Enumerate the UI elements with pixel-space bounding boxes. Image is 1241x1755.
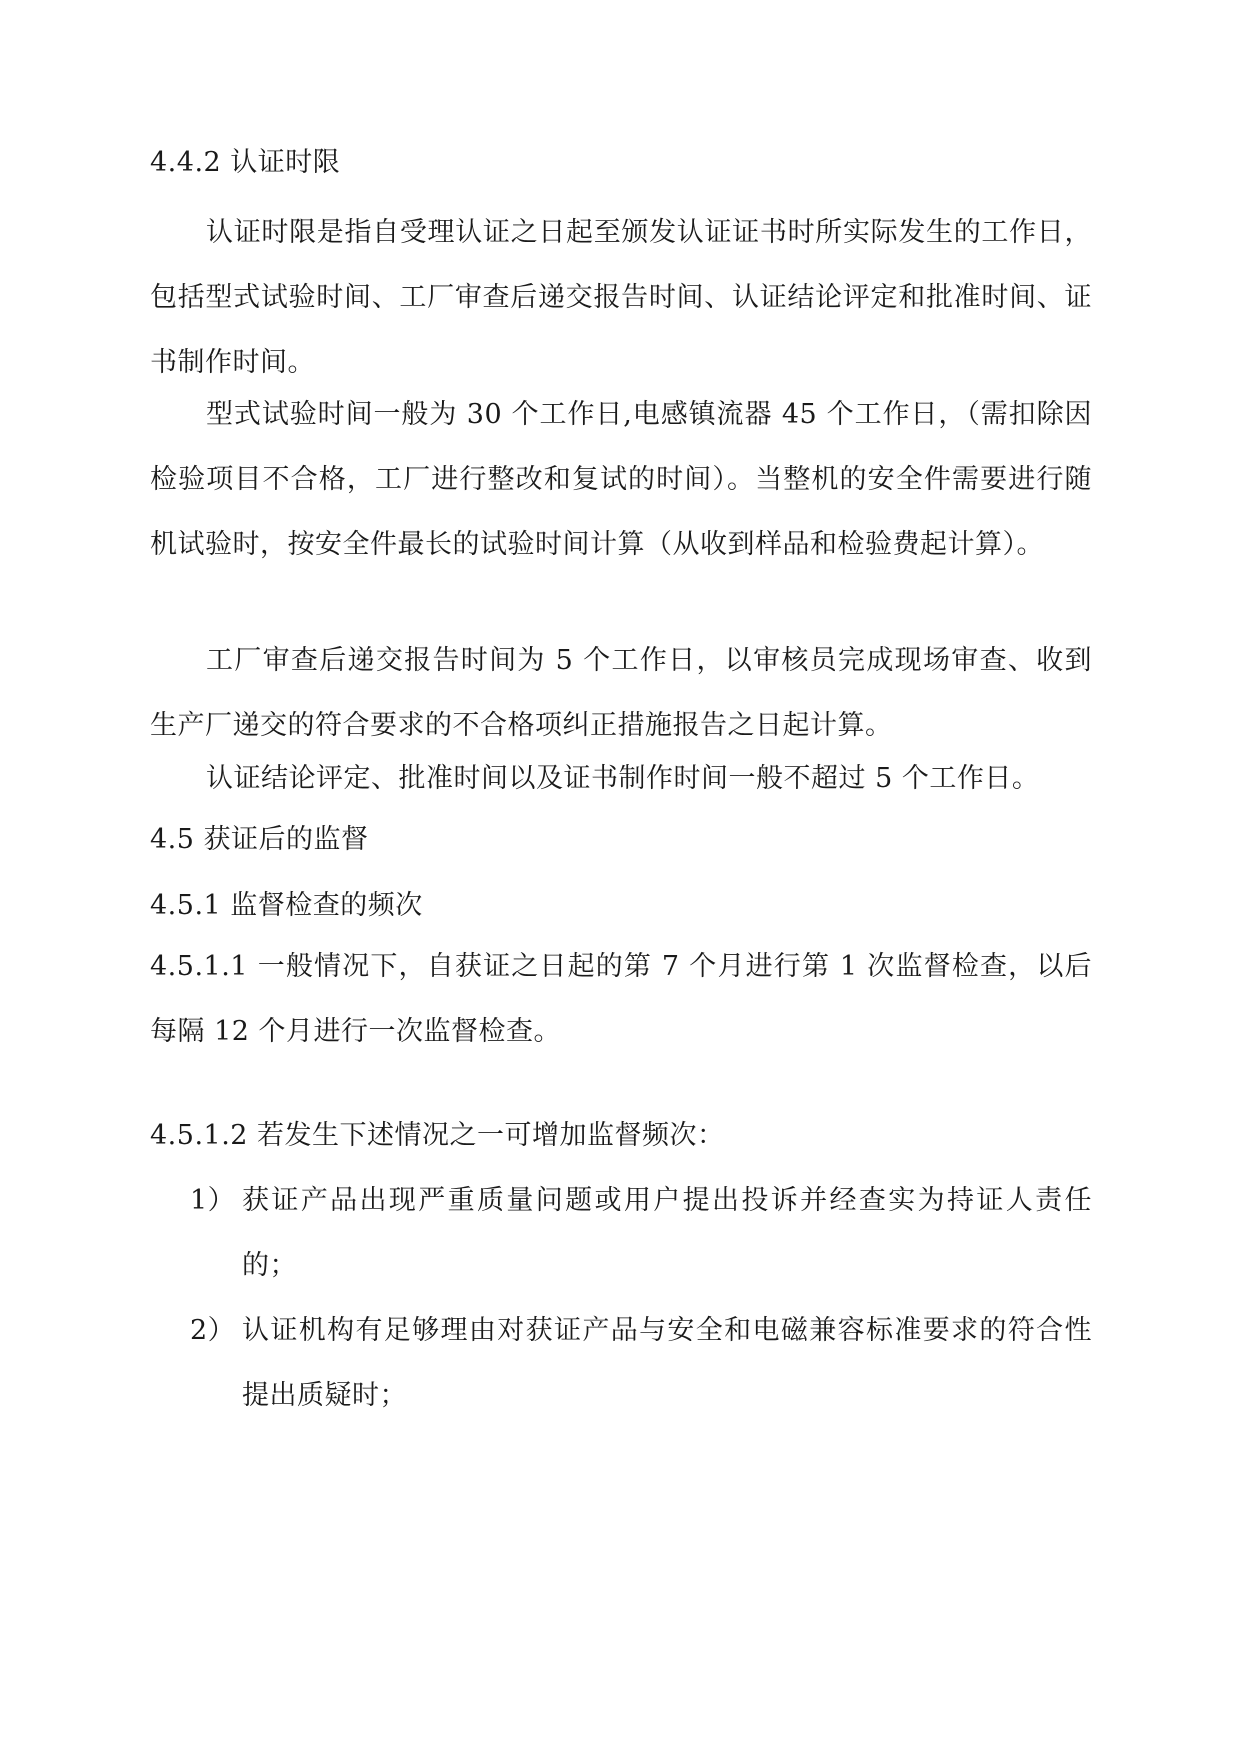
paragraph-conclusion-approval-time: 认证结论评定、批准时间以及证书制作时间一般不超过 5 个工作日。 bbox=[206, 763, 1040, 794]
heading-4-5-1: 4.5.1 监督检查的频次 bbox=[150, 890, 423, 921]
paragraph-certification-period-definition: 认证时限是指自受理认证之日起至颁发认证证书时所实际发生的工作日，包括型式试验时间、工厂审查后递交报告时间、认证结论评定和批准时间、证书制作时间。 bbox=[150, 217, 1092, 378]
paragraph-4-5-1-2: 4.5.1.2 若发生下述情况之一可增加监督频次： bbox=[150, 1120, 725, 1151]
list-item bbox=[190, 1298, 1092, 1428]
list-item bbox=[190, 1168, 1092, 1298]
heading-4-5: 4.5 获证后的监督 bbox=[150, 824, 369, 855]
list-item-text: 认证机构有足够理由对获证产品与安全和电磁兼容标准要求的符合性提出质疑时； bbox=[242, 1315, 1092, 1411]
list-item-number: 1） bbox=[190, 1185, 236, 1216]
paragraph-factory-audit-report-time: 工厂审查后递交报告时间为 5 个工作日，以审核员完成现场审查、收到生产厂递交的符合要求的不合格项纠正措施报告之日起计算。 bbox=[150, 645, 1092, 741]
paragraph-4-5-1-1: 4.5.1.1 一般情况下，自获证之日起的第 7 个月进行第 1 次监督检查，以后每隔 12 个月进行一次监督检查。 bbox=[150, 951, 1092, 1047]
paragraph-type-test-time: 型式试验时间一般为 30 个工作日,电感镇流器 45 个工作日，（需扣除因检验项目不合格，工厂进行整改和复试的时间）。当整机的安全件需要进行随机试验时，按安全件最长的试验时间计算（从收到样品和检验费起计算）。 bbox=[150, 399, 1092, 560]
heading-4-4-2: 4.4.2 认证时限 bbox=[150, 147, 341, 178]
list-item-number: 2） bbox=[190, 1315, 236, 1346]
list-item-text: 获证产品出现严重质量问题或用户提出投诉并经查实为持证人责任的； bbox=[242, 1185, 1092, 1281]
